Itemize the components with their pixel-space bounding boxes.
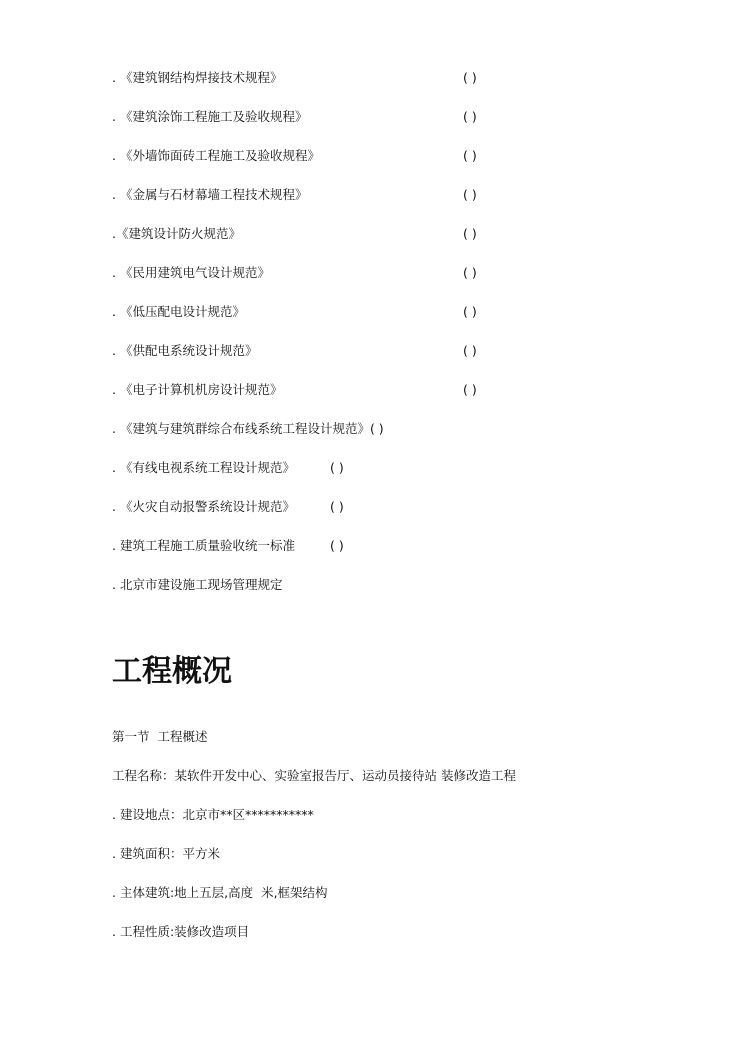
standard-item-paren: ( ) xyxy=(463,304,477,319)
standard-item: . 《电子计算机机房设计规范》 xyxy=(112,382,283,397)
standard-item-paren: ( ) xyxy=(463,148,477,163)
standard-item: . 北京市建设施工现场管理规定 xyxy=(112,577,283,592)
standard-item-paren: ( ) xyxy=(463,70,477,85)
section-subtitle: 第一节 工程概述 xyxy=(112,729,208,744)
standard-item: . 《建筑钢结构焊接技术规程》 xyxy=(112,70,283,85)
overview-line: . 建筑面积：平方米 xyxy=(112,846,220,861)
standard-item-paren: ( ) xyxy=(463,109,477,124)
standard-item: . 《建筑与建筑群综合布线系统工程设计规范》( ) xyxy=(112,421,384,436)
standard-item-paren: ( ) xyxy=(330,460,344,475)
overview-line: . 工程性质:装修改造项目 xyxy=(112,924,250,939)
overview-line: . 主体建筑:地上五层,高度 米,框架结构 xyxy=(112,885,328,900)
standard-item-paren: ( ) xyxy=(463,343,477,358)
standard-item: . 《民用建筑电气设计规范》 xyxy=(112,265,270,280)
standard-item: . 《建筑涂饰工程施工及验收规程》 xyxy=(112,109,308,124)
standard-item: . 《火灾自动报警系统设计规范》 xyxy=(112,499,295,514)
standard-item: . 建筑工程施工质量验收统一标准 xyxy=(112,538,295,553)
standard-item: .《建筑设计防火规范》 xyxy=(112,226,241,241)
standard-item-paren: ( ) xyxy=(463,382,477,397)
overview-line: 工程名称：某软件开发中心、实验室报告厅、运动员接待站 装修改造工程 xyxy=(112,768,516,783)
standard-item: . 《低压配电设计规范》 xyxy=(112,304,245,319)
overview-line: . 建设地点：北京市**区*********** xyxy=(112,807,314,822)
standard-item-paren: ( ) xyxy=(463,187,477,202)
standard-item: . 《外墙饰面砖工程施工及验收规程》 xyxy=(112,148,320,163)
standard-item-paren: ( ) xyxy=(463,226,477,241)
standard-item-paren: ( ) xyxy=(463,265,477,280)
standard-item-paren: ( ) xyxy=(330,499,344,514)
standard-item-paren: ( ) xyxy=(330,538,344,553)
standard-item: . 《金属与石材幕墙工程技术规程》 xyxy=(112,187,308,202)
standard-item: . 《供配电系统设计规范》 xyxy=(112,343,258,358)
section-heading: 工程概况 xyxy=(112,654,232,689)
standard-item: . 《有线电视系统工程设计规范》 xyxy=(112,460,295,475)
